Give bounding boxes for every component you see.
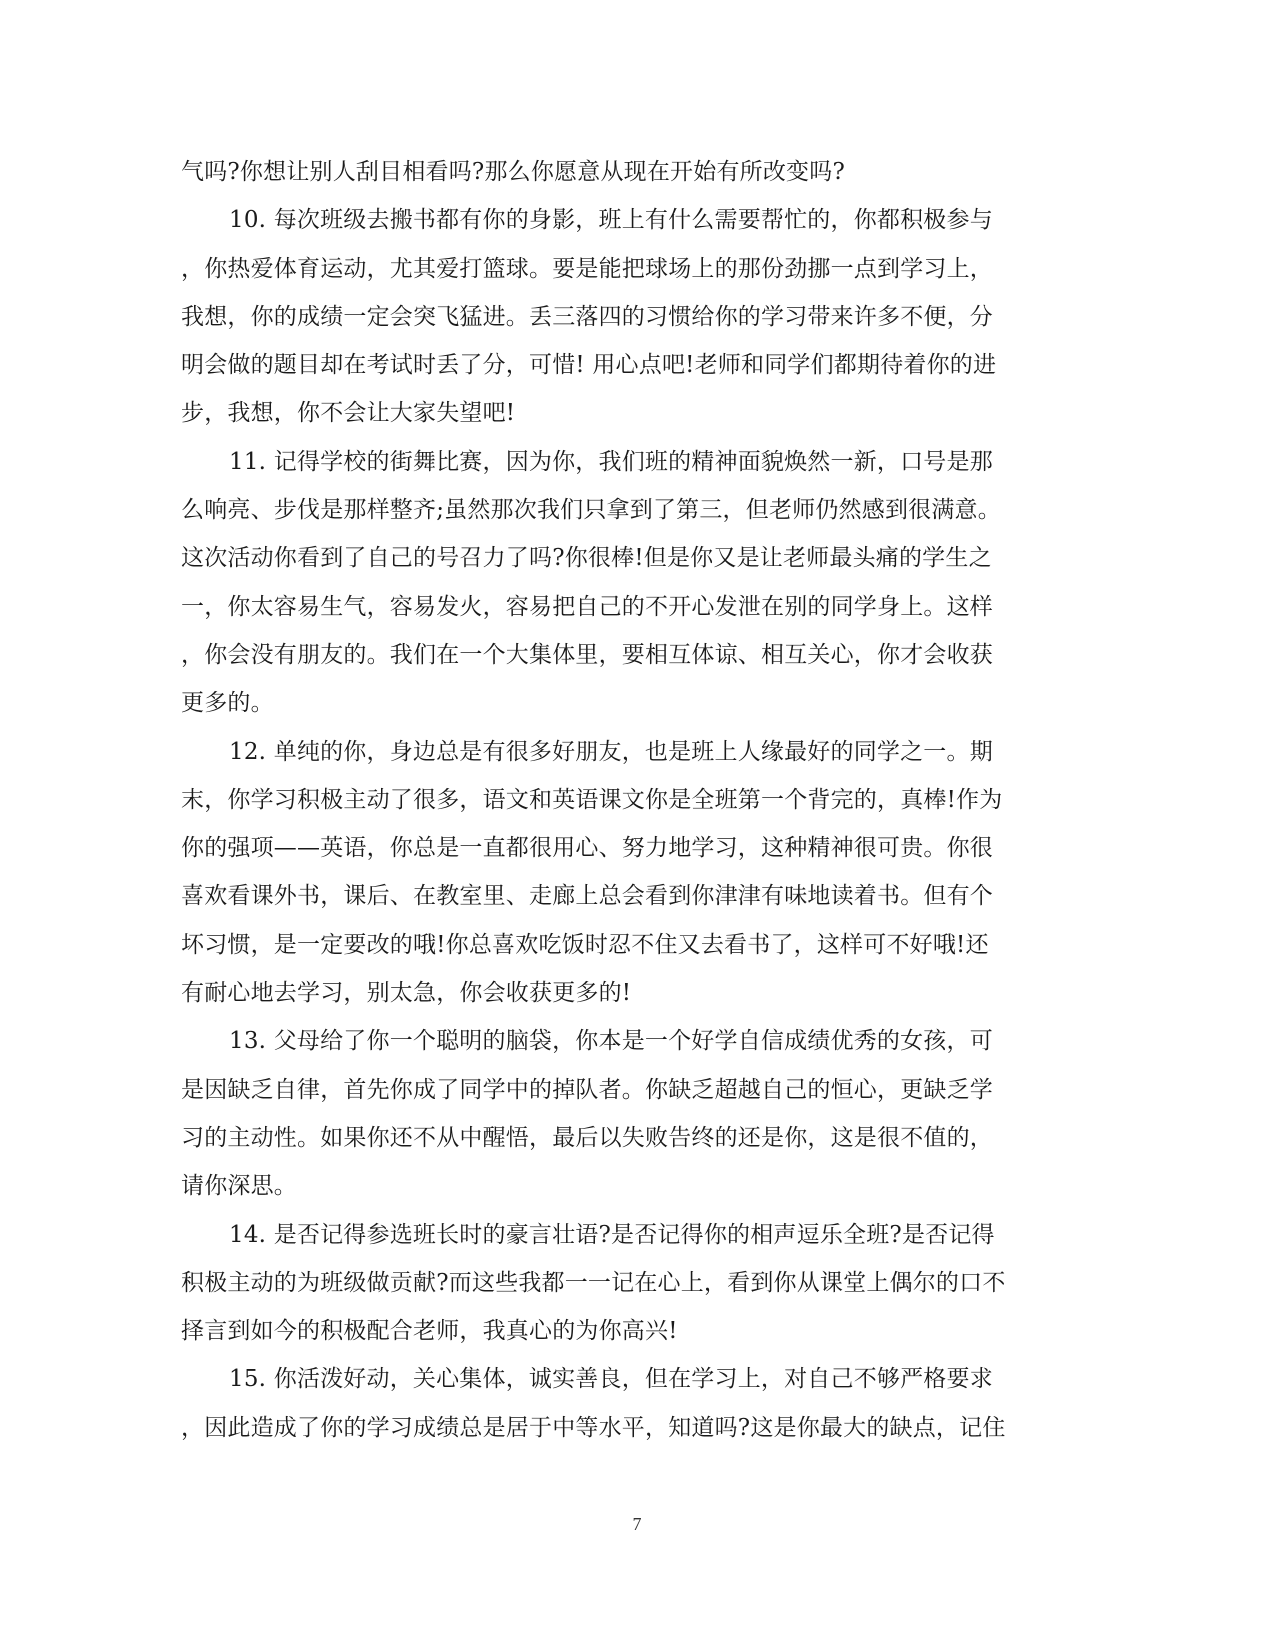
text-line: 有耐心地去学习，别太急，你会收获更多的! — [181, 980, 632, 1007]
text-line: 明会做的题目却在考试时丢了分，可惜! 用心点吧!老师和同学们都期待着你的进 — [181, 352, 997, 379]
text-line: 你的强项——英语，你总是一直都很用心、努力地学习，这种精神很可贵。你很 — [181, 835, 993, 862]
text-line: ，因此造成了你的学习成绩总是居于中等水平，知道吗?这是你最大的缺点，记住 — [181, 1414, 1006, 1441]
paragraph-first-line: 12. 单纯的你，身边总是有很多好朋友，也是班上人缘最好的同学之一。期 — [229, 738, 993, 765]
text-line: 我想，你的成绩一定会突飞猛进。丢三落四的习惯给你的学习带来许多不便，分 — [181, 303, 993, 330]
text-line: 喜欢看课外书，课后、在教室里、走廊上总会看到你津津有味地读着书。但有个 — [181, 883, 993, 910]
text-line: 气吗?你想让别人刮目相看吗?那么你愿意从现在开始有所改变吗? — [181, 159, 845, 185]
text-line: ，你会没有朋友的。我们在一个大集体里，要相互体谅、相互关心，你才会收获 — [181, 641, 993, 668]
text-line: 积极主动的为班级做贡献?而这些我都一一记在心上，看到你从课堂上偶尔的口不 — [181, 1269, 1006, 1296]
document-body — [181, 148, 1076, 1452]
text-line: 择言到如今的积极配合老师，我真心的为你高兴! — [181, 1318, 678, 1345]
text-line: 一，你太容易生气，容易发火，容易把自己的不开心发泄在别的同学身上。这样 — [181, 593, 993, 620]
paragraph-first-line: 10. 每次班级去搬书都有你的身影，班上有什么需要帮忙的，你都积极参与 — [229, 207, 993, 234]
paragraph-first-line: 15. 你活泼好动，关心集体，诚实善良，但在学习上，对自己不够严格要求 — [229, 1366, 993, 1393]
text-line: ，你热爱体育运动，尤其爱打篮球。要是能把球场上的那份劲挪一点到学习上， — [181, 255, 993, 282]
text-line: 是因缺乏自律，首先你成了同学中的掉队者。你缺乏超越自己的恒心，更缺乏学 — [181, 1076, 993, 1103]
page-number: 7 — [632, 1514, 642, 1534]
text-line: 习的主动性。如果你还不从中醒悟，最后以失败告终的还是你，这是很不值的， — [181, 1124, 993, 1151]
text-line: 步，我想，你不会让大家失望吧! — [181, 400, 516, 427]
paragraph-first-line: 14. 是否记得参选班长时的豪言壮语?是否记得你的相声逗乐全班?是否记得 — [229, 1221, 995, 1248]
paragraph-first-line: 11. 记得学校的街舞比赛，因为你，我们班的精神面貌焕然一新，口号是那 — [229, 448, 993, 475]
text-line: 坏习惯，是一定要改的哦!你总喜欢吃饭时忍不住又去看书了，这样可不好哦!还 — [181, 931, 989, 958]
text-line: 请你深思。 — [181, 1173, 297, 1200]
text-line: 末，你学习积极主动了很多，语文和英语课文你是全班第一个背完的，真棒!作为 — [181, 786, 1003, 813]
paragraph-first-line: 13. 父母给了你一个聪明的脑袋，你本是一个好学自信成绩优秀的女孩，可 — [229, 1028, 993, 1055]
text-line: 么响亮、步伐是那样整齐;虽然那次我们只拿到了第三，但老师仍然感到很满意。 — [181, 497, 1001, 524]
text-line: 更多的。 — [181, 690, 274, 717]
text-line: 这次活动你看到了自己的号召力了吗?你很棒!但是你又是让老师最头痛的学生之 — [181, 545, 992, 572]
